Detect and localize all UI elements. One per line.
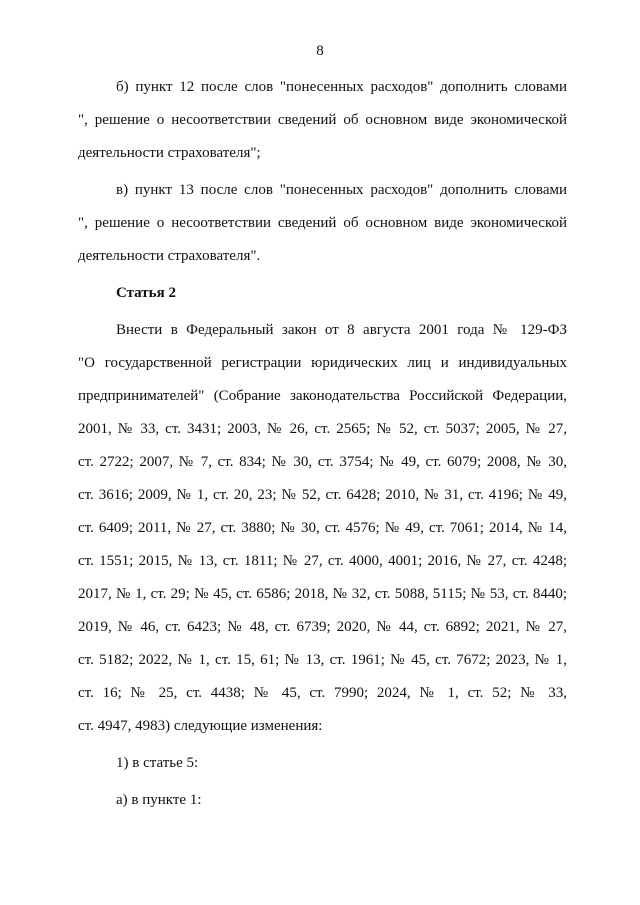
text-line: ", решение о несоответствии сведений об основном виде экономической (78, 112, 567, 128)
list-item-1: 1) в статье 5: (116, 755, 199, 771)
text-line: ст. 16; № 25, ст. 4438; № 45, ст. 7990; 2024, № 1, ст. 52; № 33, (78, 685, 567, 701)
text-line: ст. 2722; 2007, № 7, ст. 834; № 30, ст. 3754; № 49, ст. 6079; 2008, № 30, (78, 454, 567, 470)
text-line: ст. 1551; 2015, № 13, ст. 1811; № 27, ст. 4000, 4001; 2016, № 27, ст. 4248; (78, 553, 567, 569)
list-item-a: а) в пункте 1: (116, 792, 202, 808)
text-line: "О государственной регистрации юридических лиц и индивидуальных (78, 355, 567, 371)
text-line: ст. 4947, 4983) следующие изменения: (78, 718, 323, 734)
text-line: деятельности страхователя"; (78, 145, 261, 161)
text-line-item-b: б) пункт 12 после слов "понесенных расходов" дополнить словами (116, 79, 567, 95)
text-line: 2001, № 33, ст. 3431; 2003, № 26, ст. 2565; № 52, ст. 5037; 2005, № 27, (78, 421, 567, 437)
text-line-item-v: в) пункт 13 после слов "понесенных расходов" дополнить словами (116, 182, 567, 198)
text-line: ст. 6409; 2011, № 27, ст. 3880; № 30, ст. 4576; № 49, ст. 7061; 2014, № 14, (78, 520, 567, 536)
text-line: Внести в Федеральный закон от 8 августа 2001 года № 129-ФЗ (116, 322, 567, 338)
text-line: 2019, № 46, ст. 6423; № 48, ст. 6739; 2020, № 44, ст. 6892; 2021, № 27, (78, 619, 567, 635)
page-number: 8 (316, 43, 324, 59)
text-line: ", решение о несоответствии сведений об основном виде экономической (78, 215, 567, 231)
text-line: 2017, № 1, ст. 29; № 45, ст. 6586; 2018, № 32, ст. 5088, 5115; № 53, ст. 8440; (78, 586, 567, 602)
text-line: ст. 5182; 2022, № 1, ст. 15, 61; № 13, ст. 1961; № 45, ст. 7672; 2023, № 1, (78, 652, 567, 668)
text-line: предпринимателей" (Собрание законодательства Российской Федерации, (78, 388, 567, 404)
article-heading: Статья 2 (116, 285, 176, 301)
text-line: деятельности страхователя". (78, 248, 261, 264)
text-line: ст. 3616; 2009, № 1, ст. 20, 23; № 52, ст. 6428; 2010, № 31, ст. 4196; № 49, (78, 487, 567, 503)
